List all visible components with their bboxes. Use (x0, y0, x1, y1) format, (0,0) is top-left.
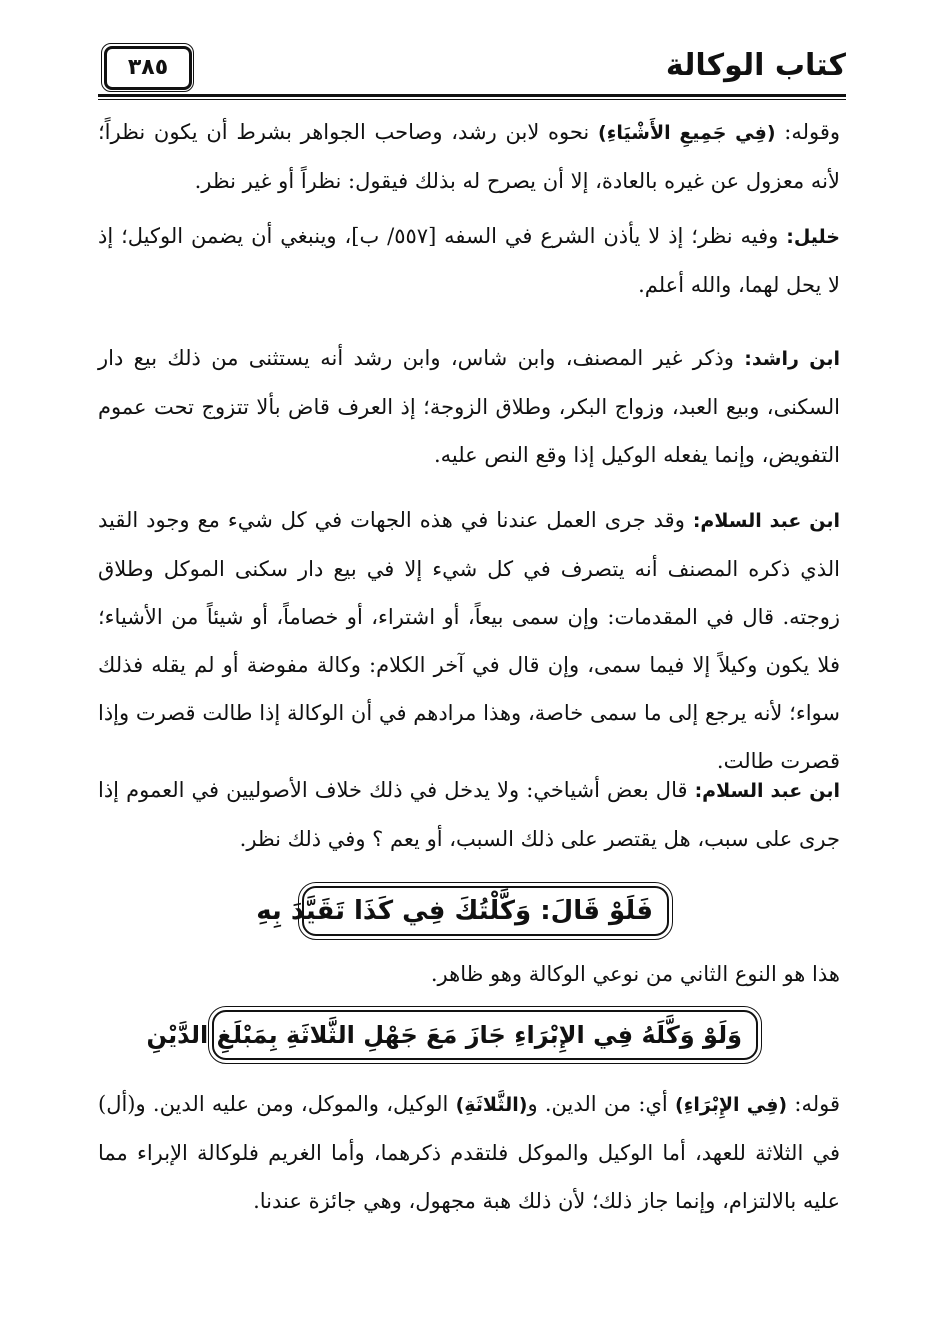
matn-box-2 (146, 1010, 758, 1060)
para-3-speaker: ابن راشد: (744, 348, 840, 370)
para-1-text: نحوه لابن رشد، وصاحب الجواهر بشرط أن يكون نظراً؛ لأنه معزول عن غيره بالعادة، إلا أن يصرح له بذلك فيقول: نظراً أو غير نظر. (98, 120, 840, 193)
para-1-quote: (فِي جَمِيعِ الأَشْيَاءِ) (598, 122, 776, 144)
page-header (98, 40, 846, 98)
header-rule-thin (98, 99, 846, 100)
para-2-text: وفيه نظر؛ إذ لا يأذن الشرع في السفه [٥٥٧/ ب]، وينبغي أن يضمن الوكيل؛ إذ لا يحل لهما، والله أعلم. (98, 224, 840, 297)
paragraph-5 (98, 766, 840, 863)
para-5-speaker: ابن عبد السلام: (694, 780, 840, 802)
para-3-text: وذكر غير المصنف، وابن شاس، وابن رشد أنه يستثنى من ذلك بيع دار السكنى، وبيع العبد، وزواج البكر، وطلاق الزوجة؛ إذ العرف قاض بألا تتزوج تحت عموم التفويض، وإنما يفعله الوكيل إذا وقع النص عليه. (98, 346, 840, 467)
para-4-speaker: ابن عبد السلام: (692, 510, 841, 532)
para-4-text: وقد جرى العمل عندنا في هذه الجهات في كل شيء مع وجود القيد الذي ذكره المصنف أنه يتصرف في كل شيء إلا في بيع دار سكنى الموكل وطلاق زوجته. قال في المقدمات: وإن سمى بيعاً، أو اشتراء، أو خصاماً، أو شيئاً من الأشياء؛ فلا يكون وكيلاً إلا فيما سمى، وإن قال في آخر الكلام: وكالة مفوضة أو لم يقله فذلك سواء؛ لأنه يرجع إلى ما سمى خاصة، وهذا مرادهم في أن الوكالة إذا طالت قصرت وإذا قصرت طالت. (98, 508, 840, 773)
page-number (104, 46, 192, 90)
header-rule (98, 94, 846, 97)
book-title: كتاب الوكالة (665, 48, 846, 83)
final-paragraph (98, 1080, 840, 1225)
final-mid: أي: من الدين. و (527, 1092, 676, 1116)
para-2-speaker: خليل: (786, 226, 840, 248)
final-lead: قوله: (787, 1092, 840, 1116)
matn-2-text: وَلَوْ وَكَّلَهُ فِي الإِبْرَاءِ جَازَ مَعَ جَهْلِ الثَّلاثَةِ بِمَبْلَغِ الدَّيْنِ (146, 1021, 742, 1049)
matn-1-text: فَلَوْ قَالَ: وَكَّلْتُكَ فِي كَذَا تَقَيَّدَ بِهِ (256, 896, 653, 926)
paragraph-4 (98, 496, 840, 785)
final-quote-1: (فِي الإِبْرَاءِ) (675, 1094, 788, 1116)
final-text: الوكيل، والموكل، ومن عليه الدين. و(أل) في الثلاثة للعهد، أما الوكيل والموكل فلتقدم ذكرهما، وأما الغريم فلوكالة الإبراء مما عليه بالالتزام، وإنما جاز ذلك؛ لأن ذلك هبة مجهول، وهي جائزة عندنا. (98, 1092, 840, 1213)
final-quote-2: (الثَّلاثَةِ) (455, 1094, 528, 1116)
page-number-frame (101, 43, 194, 92)
paragraph-2 (98, 212, 840, 309)
para-5-text: قال بعض أشياخي: ولا يدخل في ذلك خلاف الأصوليين في العموم إذا جرى على سبب، هل يقتصر على ذلك السبب، أو يعم ؟ وفي ذلك نظر. (98, 778, 840, 851)
after-matn-1 (98, 950, 840, 998)
matn-box-1 (256, 886, 669, 936)
after-matn-1-text: هذا هو النوع الثاني من نوعي الوكالة وهو ظاهر. (430, 962, 840, 986)
paragraph-3 (98, 334, 840, 479)
para-1-lead: وقوله: (775, 120, 841, 144)
paragraph-1 (98, 108, 840, 205)
page-number-text: ٣٨٥ (127, 55, 169, 80)
